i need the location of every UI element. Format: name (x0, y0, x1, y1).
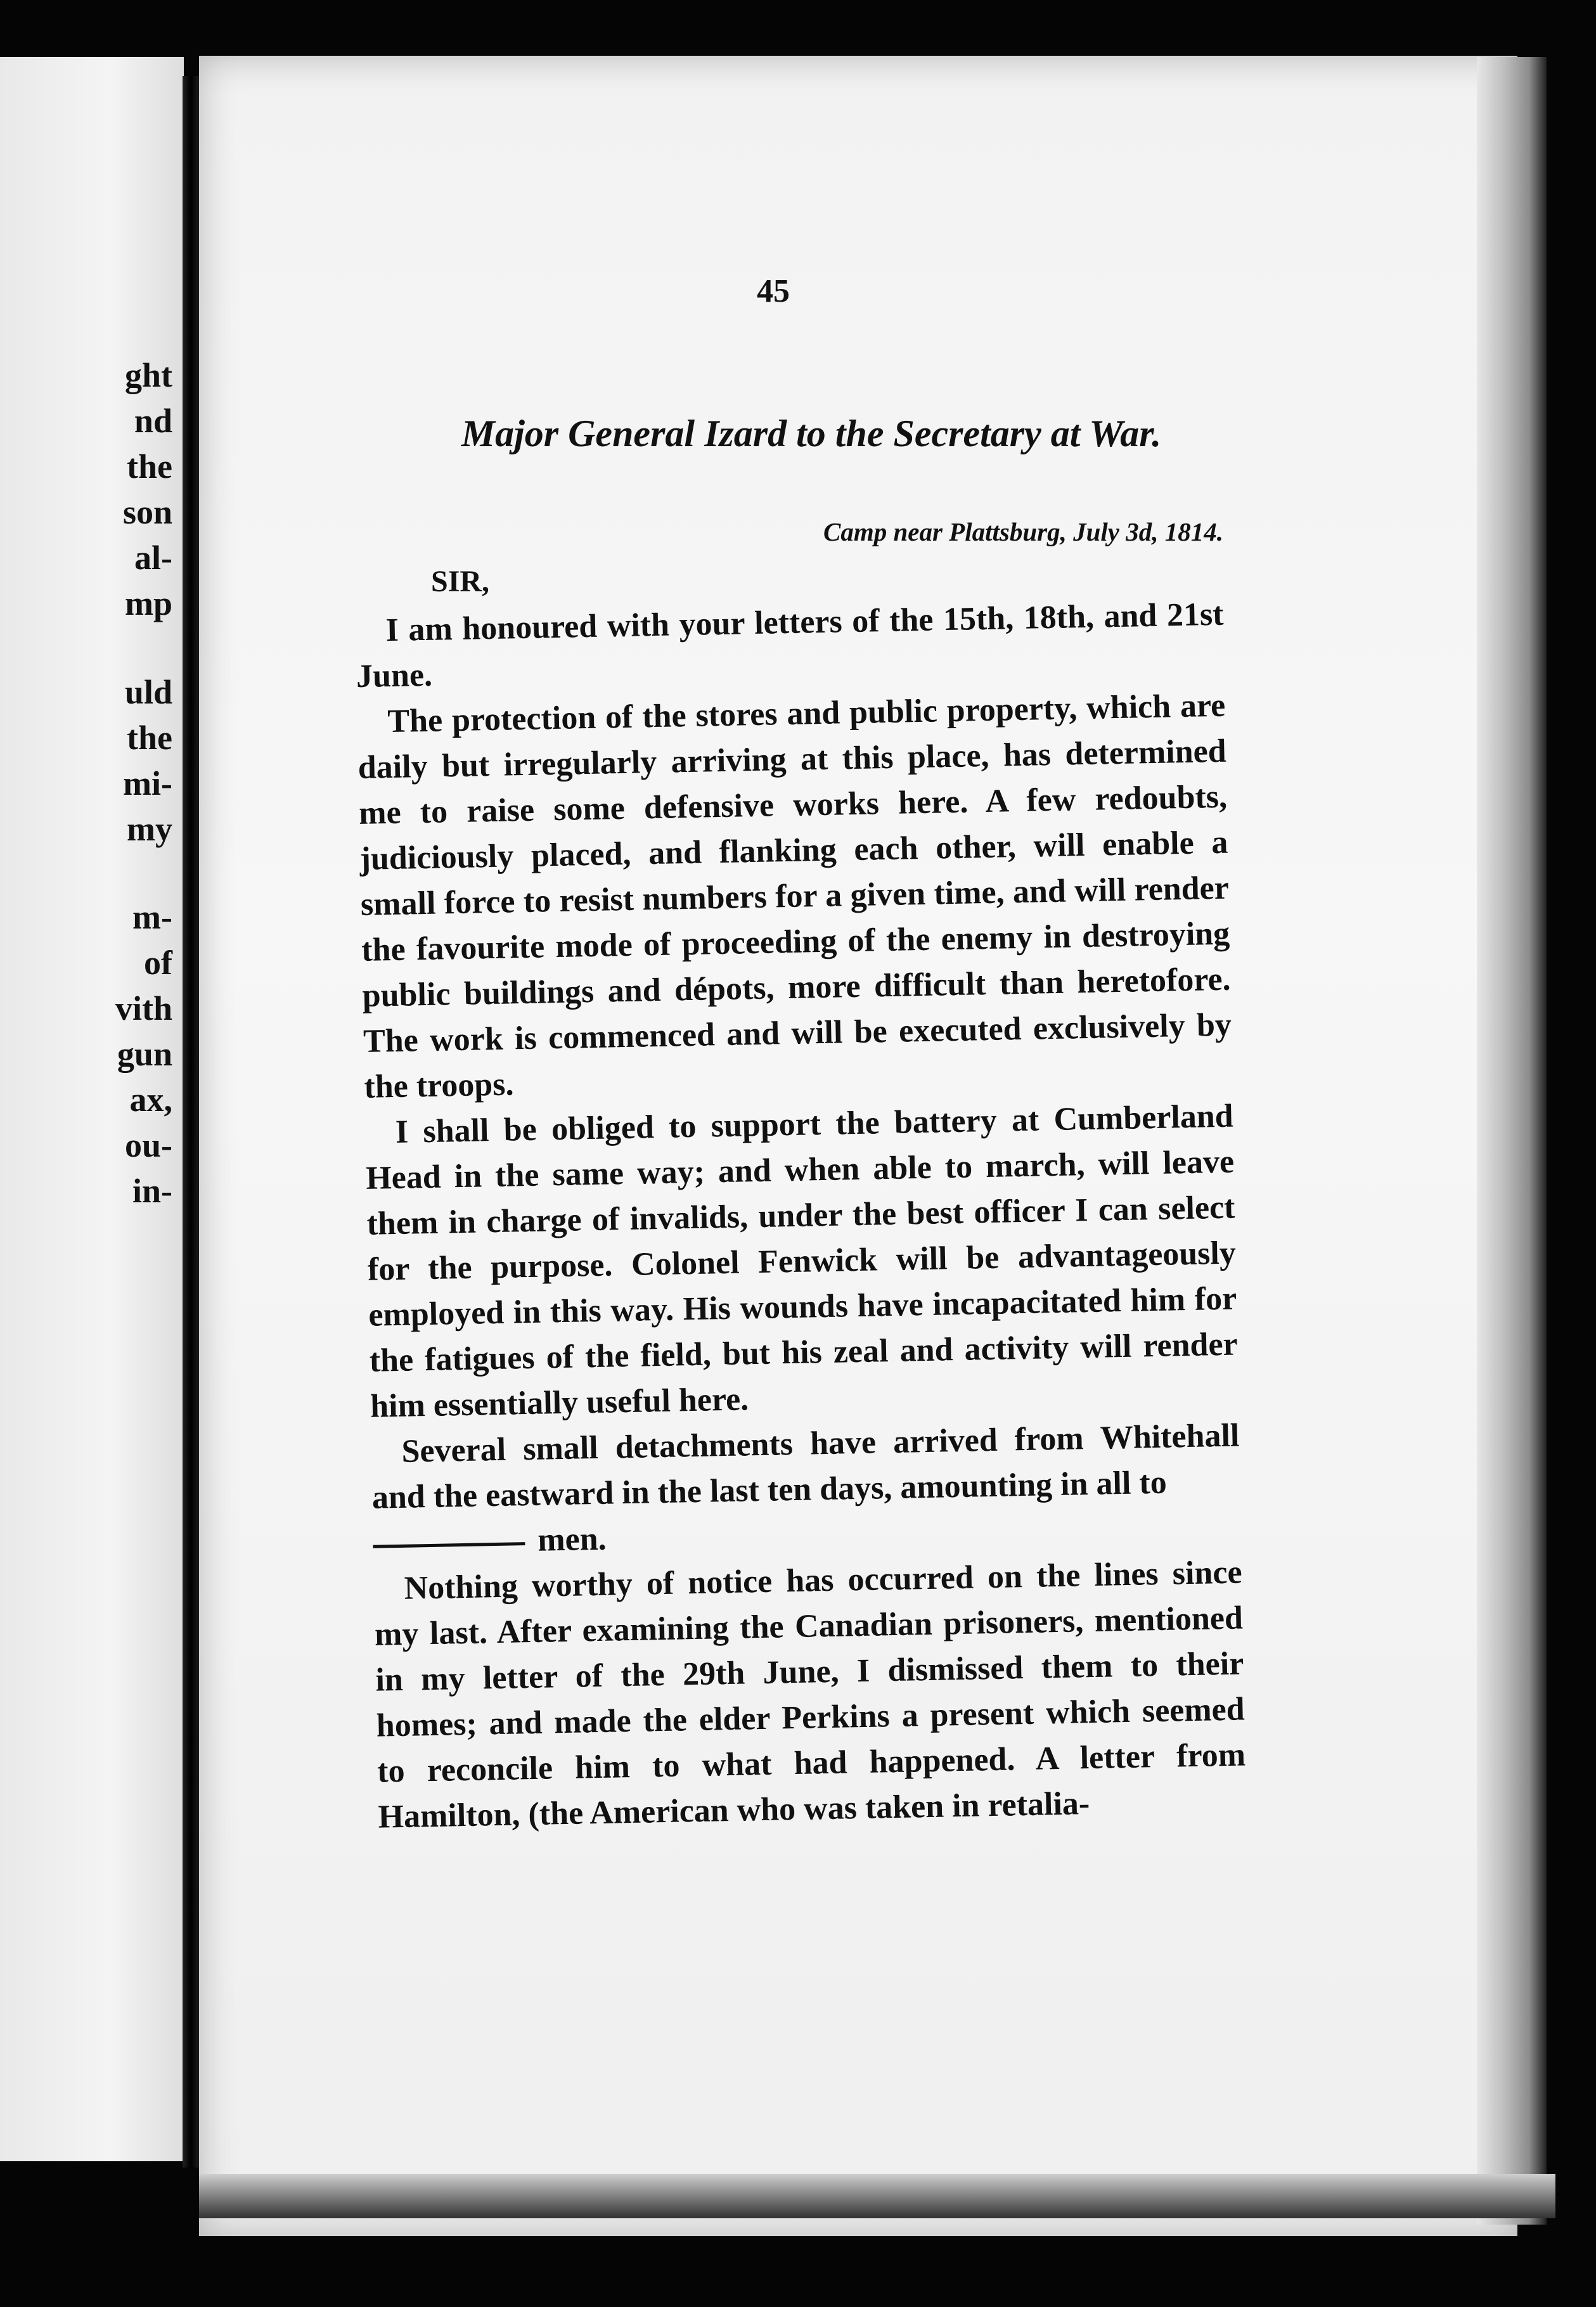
page-number: 45 (757, 273, 790, 309)
previous-page-fragment: of (144, 944, 172, 982)
previous-page-fragment: ax, (129, 1081, 172, 1119)
paragraph: Several small detachments have arrived from Whitehall and the eastward in the last ten days, amounting in all to (371, 1417, 1240, 1516)
previous-page-fragment: mp (124, 584, 172, 622)
previous-page-fragment: vith (115, 989, 172, 1027)
previous-page-fragment: ou- (124, 1126, 172, 1164)
blank-line-text: men. (537, 1520, 607, 1558)
paragraph: I am honoured with your letters of the 15th, 18th, and 21st June. (356, 596, 1224, 695)
previous-page-fragment: my (127, 810, 172, 848)
book-spine (183, 76, 199, 2168)
previous-page-fragment: ght (124, 356, 172, 394)
previous-page-fragment: in- (132, 1172, 172, 1210)
page-edge-shadow (1477, 57, 1547, 2225)
letter-body (355, 592, 1247, 1841)
previous-page-fragment: uld (124, 673, 172, 711)
previous-page-fragment: al- (134, 539, 172, 577)
letter-salutation: SIR, (431, 565, 490, 598)
previous-page-fragment: mi- (123, 764, 172, 802)
previous-page-fragment: gun (117, 1035, 172, 1073)
letter-dateline: Camp near Plattsburg, July 3d, 1814. (823, 517, 1223, 546)
previous-page-edge (0, 57, 184, 2161)
previous-page-fragment: the (127, 447, 172, 485)
paragraph: I shall be obliged to support the battery at Cumberland Head in the same way; and when able to march, will leave them in charge of invalids, under the best officer I can select for the purpose. Colonel Fenwick will be advantageously employed in this way. His wounds have incapacitated him for the fatigues of the field, but his zeal and activity will render him essentially useful here. (365, 1098, 1239, 1425)
previous-page-fragment: son (122, 493, 172, 531)
previous-page-fragment: m- (132, 898, 172, 936)
letter-title: Major General Izard to the Secretary at War. (461, 413, 1162, 454)
blank-number-rule (373, 1542, 525, 1548)
previous-page-fragment: the (127, 719, 172, 757)
previous-page-fragment: nd (134, 402, 172, 440)
paragraph: Nothing worthy of notice has occurred on the lines since my last. After examining the Canadian prisoners, mentioned in my letter of the 29th June, I dismissed them to their homes; and made the elder Perkins a present which seemed to reconcile him to what had happened. A letter from Hamilton, (the American who was taken in retalia- (374, 1554, 1246, 1835)
page-bottom-shadow (199, 2174, 1555, 2218)
paragraph: The protection of the stores and public property, which are daily but irregularly arriving at this place, has determined me to raise some defensive works here. A few redoubts, judiciously placed, and flanking each other, will enable a small force to resist numbers for a given time, and will render the favourite mode of proceeding of the enemy in destroying public buildings and dépots, more difficult than heretofore. The work is commenced and will be executed exclusively by the troops. (357, 687, 1232, 1105)
